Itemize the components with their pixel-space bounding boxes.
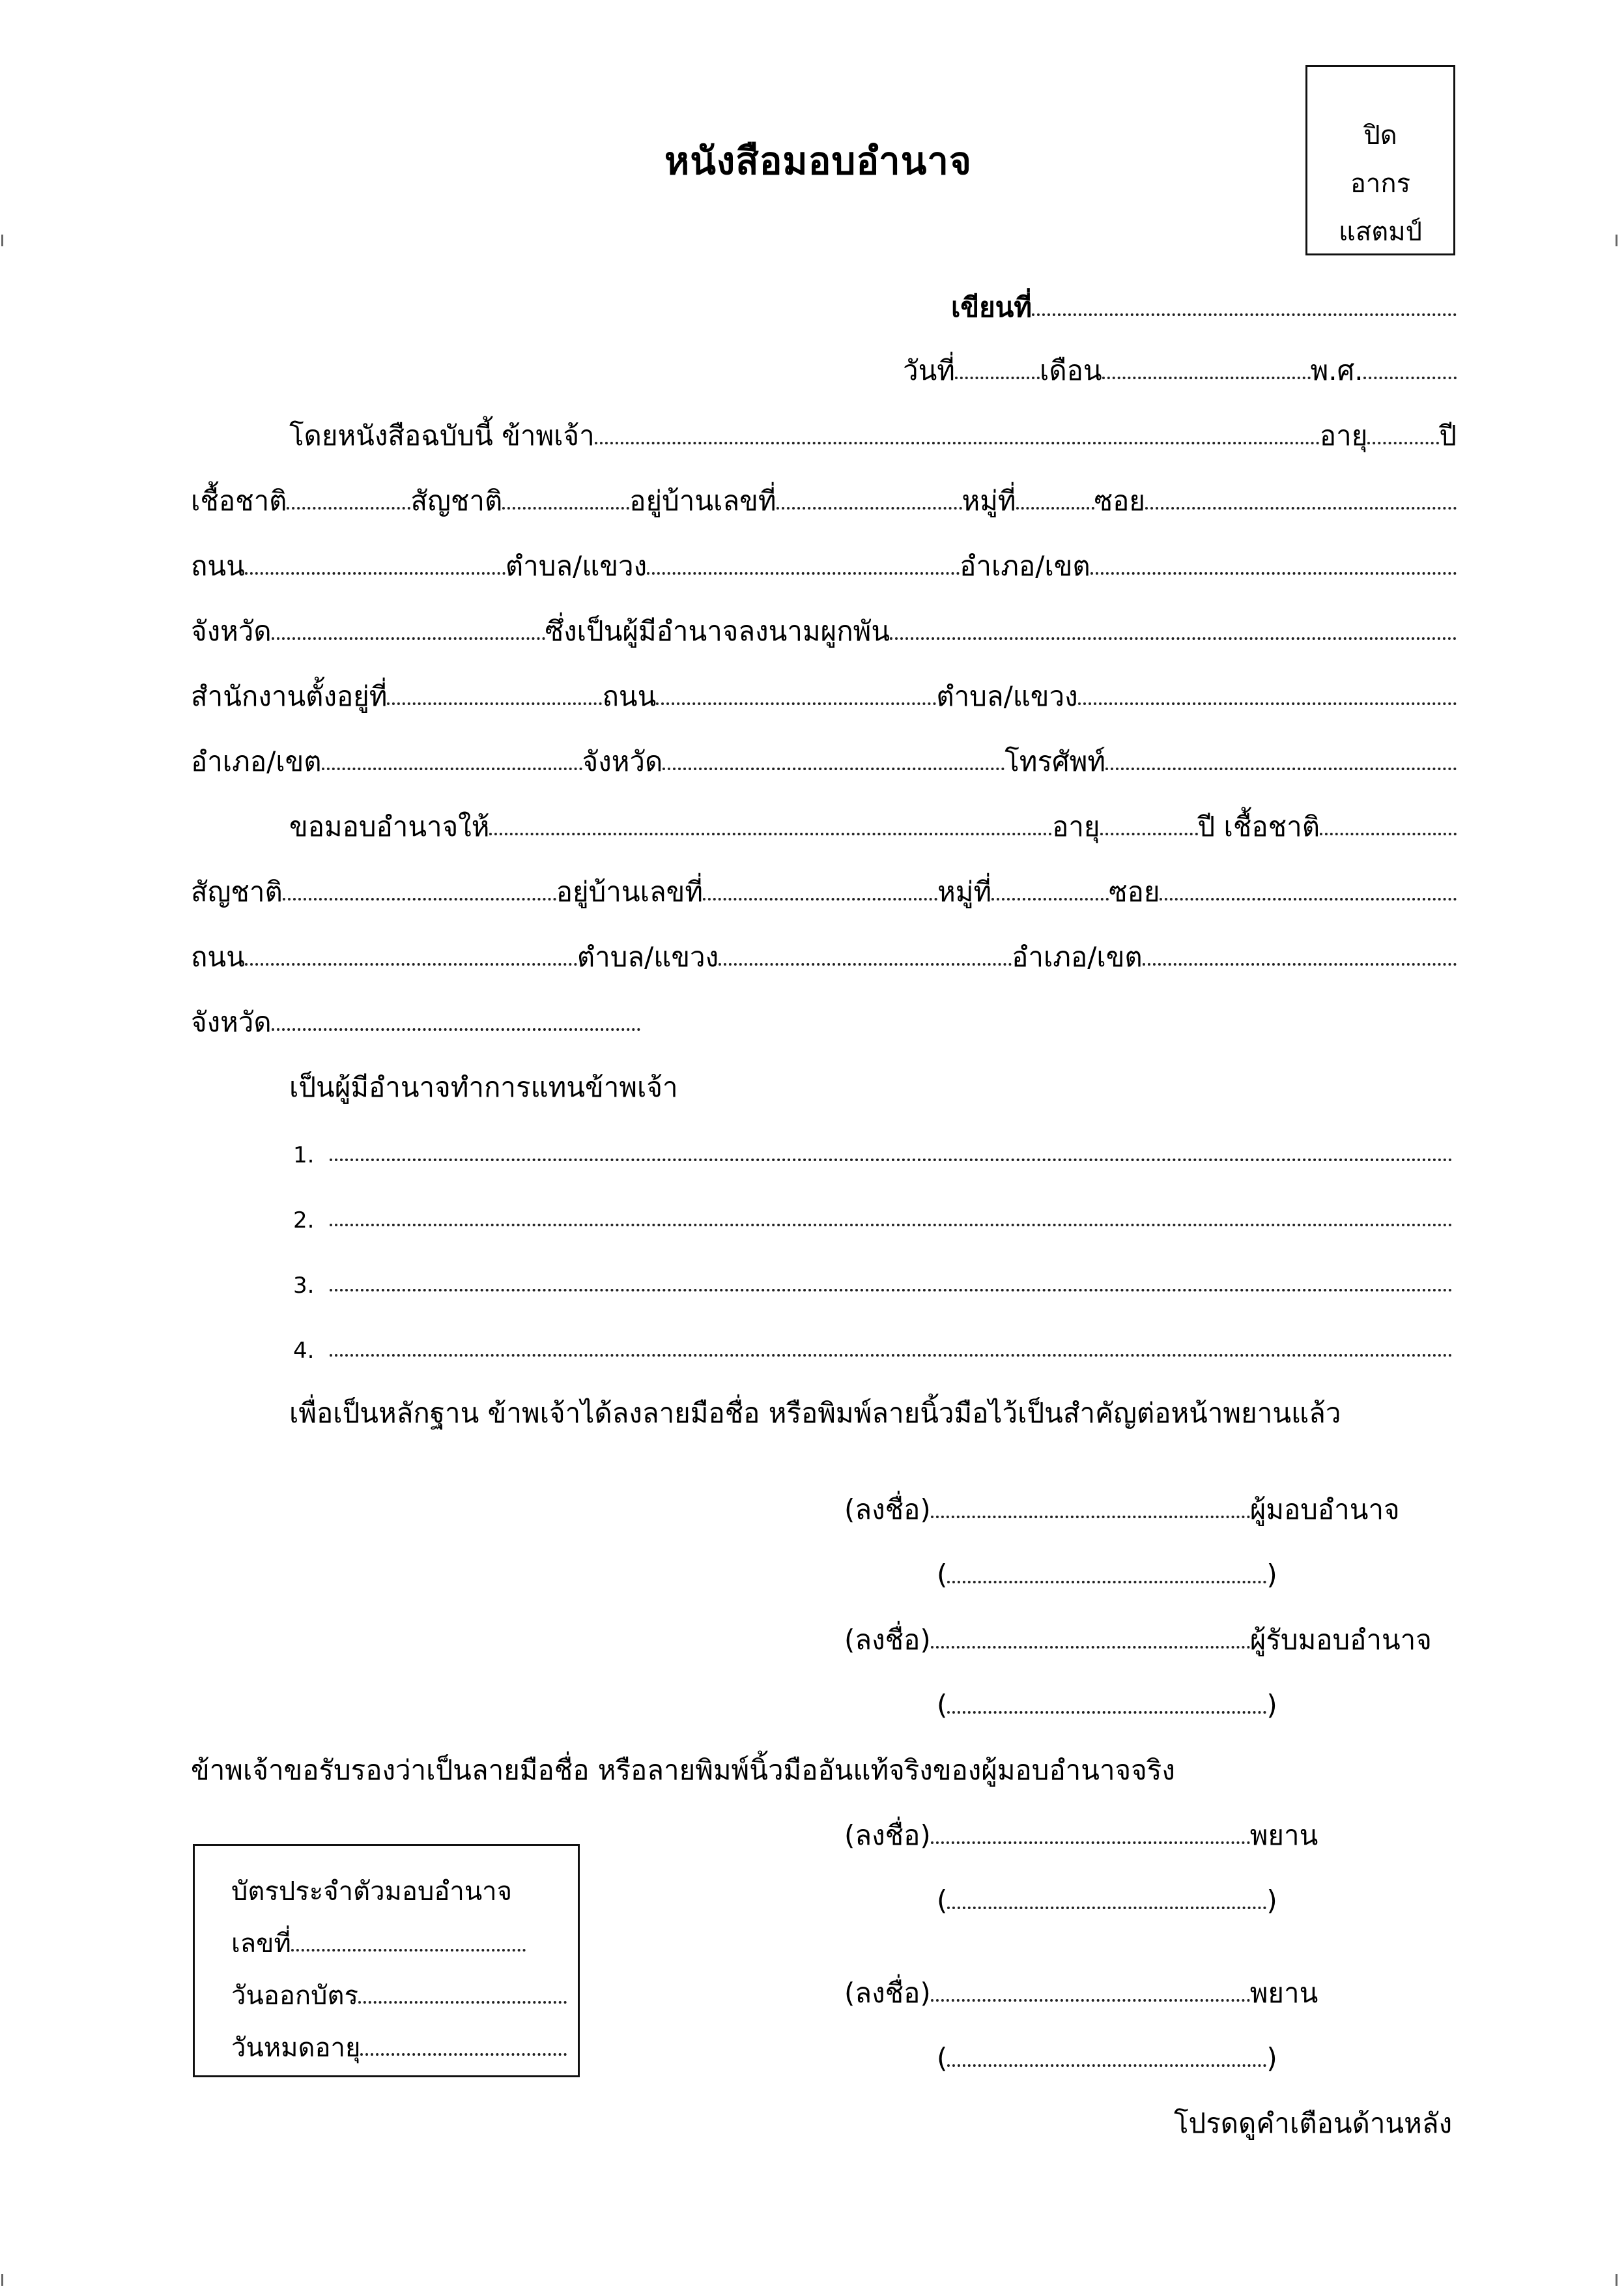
grantee-role-label: ผู้รับมอบอำนาจ bbox=[1249, 1624, 1432, 1656]
certification-statement-row bbox=[191, 1740, 1175, 1785]
office-address-row-2 bbox=[191, 731, 1457, 777]
grantor-age-label: อายุ bbox=[1319, 420, 1368, 452]
grantee-soi-label: ซอย bbox=[1109, 876, 1160, 908]
office-district-label: อำเภอ/เขต bbox=[191, 745, 322, 777]
certification-statement: ข้าพเจ้าขอรับรองว่าเป็นลายมือชื่อ หรือลายพิมพ์นิ้วมืออันแท้จริงของผู้มอบอำนาจจริง bbox=[191, 1754, 1175, 1786]
act-item-field[interactable] bbox=[330, 1224, 1453, 1226]
grantee-subdistrict-field[interactable] bbox=[719, 963, 1012, 966]
date-label: วันที่ bbox=[903, 354, 955, 386]
grantee-signature-row bbox=[844, 1609, 1432, 1655]
grantee-province-label: จังหวัด bbox=[191, 1006, 272, 1038]
act-item-number: 2. bbox=[293, 1207, 315, 1233]
grantor-district-field[interactable] bbox=[1090, 572, 1457, 575]
scan-margin-mark bbox=[1, 235, 3, 246]
footer-note-row bbox=[1174, 2093, 1452, 2139]
office-province-label: จังหวัด bbox=[582, 745, 663, 777]
id-card-box bbox=[193, 1844, 580, 2077]
id-card-title-row bbox=[231, 1860, 512, 1906]
id-card-expiry-row bbox=[231, 2017, 567, 2062]
grantor-role-label: ผู้มอบอำนาจ bbox=[1249, 1493, 1400, 1525]
grantor-years-label: ปี bbox=[1439, 420, 1457, 452]
sign-label: (ลงชื่อ) bbox=[844, 1493, 931, 1525]
acts-heading-row bbox=[289, 1057, 678, 1102]
id-card-expiry-field[interactable] bbox=[360, 2053, 567, 2056]
grantor-signature-field[interactable] bbox=[931, 1516, 1250, 1518]
act-item-1 bbox=[293, 1122, 1453, 1168]
grantor-soi-label: ซอย bbox=[1094, 485, 1145, 517]
act-item-number: 3. bbox=[293, 1273, 315, 1299]
act-item-field[interactable] bbox=[330, 1354, 1453, 1357]
id-card-expiry-label: วันหมดอายุ bbox=[231, 2033, 361, 2063]
stamp-line-2: อากร bbox=[1350, 169, 1411, 199]
grantee-name-field[interactable] bbox=[489, 833, 1052, 835]
office-province-field[interactable] bbox=[662, 768, 1004, 770]
evidence-statement-row bbox=[289, 1383, 1341, 1428]
grantee-nationality-label: สัญชาติ bbox=[191, 876, 283, 908]
sign-label: (ลงชื่อ) bbox=[844, 1819, 931, 1851]
scan-margin-mark bbox=[1616, 235, 1617, 246]
acts-heading: เป็นผู้มีอำนาจทำการแทนข้าพเจ้า bbox=[289, 1071, 678, 1103]
witness-1-signature-field[interactable] bbox=[931, 1841, 1250, 1844]
grantor-road-label: ถนน bbox=[191, 550, 245, 582]
office-address-row-1 bbox=[191, 666, 1457, 712]
date-year-field[interactable] bbox=[1363, 377, 1457, 379]
close-paren: ) bbox=[1266, 1559, 1277, 1591]
grantee-intro-label: ขอมอบอำนาจให้ bbox=[289, 811, 490, 843]
grantor-address-row-1 bbox=[191, 470, 1457, 516]
document-title: หนังสือมอบอำนาจ bbox=[664, 139, 972, 183]
grantor-house-no-label: อยู่บ้านเลขที่ bbox=[629, 485, 776, 517]
scan-margin-mark bbox=[1, 2274, 3, 2286]
grantor-moo-field[interactable] bbox=[1016, 507, 1094, 510]
id-card-number-row bbox=[231, 1912, 531, 1958]
grantee-province-field[interactable] bbox=[272, 1028, 640, 1031]
act-item-number: 1. bbox=[293, 1142, 315, 1168]
grantee-signature-field[interactable] bbox=[931, 1646, 1250, 1649]
sign-label: (ลงชื่อ) bbox=[844, 1624, 931, 1656]
grantor-race-field[interactable] bbox=[287, 507, 410, 510]
grantor-moo-label: หมู่ที่ bbox=[962, 485, 1016, 517]
id-card-number-field[interactable] bbox=[291, 1949, 526, 1952]
stamp-line-1: ปิด bbox=[1363, 121, 1397, 151]
office-district-field[interactable] bbox=[322, 768, 582, 770]
grantee-age-label: อายุ bbox=[1052, 811, 1100, 843]
grantee-printed-name-row bbox=[937, 1675, 1277, 1720]
close-paren: ) bbox=[1266, 1884, 1277, 1916]
grantor-nationality-label: สัญชาติ bbox=[410, 485, 503, 517]
office-road-field[interactable] bbox=[656, 702, 936, 705]
written-at-field[interactable] bbox=[1032, 313, 1457, 316]
grantee-nationality-field[interactable] bbox=[283, 898, 556, 901]
grantor-age-field[interactable] bbox=[1367, 442, 1439, 444]
sign-label: (ลงชื่อ) bbox=[844, 1977, 931, 2009]
grantor-name-row bbox=[289, 405, 1457, 451]
act-item-3 bbox=[293, 1252, 1453, 1298]
act-item-number: 4. bbox=[293, 1338, 315, 1364]
stamp-line-3: แสตมป์ bbox=[1339, 217, 1422, 247]
id-card-number-label: เลขที่ bbox=[231, 1929, 291, 1959]
grantee-address-row-3 bbox=[191, 992, 640, 1037]
witness-role-label: พยาน bbox=[1249, 1977, 1318, 2009]
act-item-4 bbox=[293, 1318, 1453, 1363]
witness-role-label: พยาน bbox=[1249, 1819, 1318, 1851]
open-paren: ( bbox=[937, 1689, 948, 1721]
stamp-duty-box bbox=[1305, 65, 1455, 255]
grantee-house-no-field[interactable] bbox=[703, 898, 937, 901]
witness-2-printed-name-field[interactable] bbox=[947, 2064, 1266, 2067]
open-paren: ( bbox=[937, 2042, 948, 2074]
grantee-house-no-label: อยู่บ้านเลขที่ bbox=[556, 876, 704, 908]
grantor-intro-label: โดยหนังสือฉบับนี้ ข้าพเจ้า bbox=[289, 420, 595, 452]
grantee-name-row bbox=[289, 796, 1457, 842]
grantee-years-race-label: ปี เชื้อชาติ bbox=[1197, 811, 1320, 843]
grantor-province-field[interactable] bbox=[272, 637, 545, 640]
written-at-label: เขียนที่ bbox=[951, 291, 1033, 323]
office-subdistrict-label: ตำบล/แขวง bbox=[936, 680, 1078, 712]
grantee-district-label: อำเภอ/เขต bbox=[1012, 941, 1143, 973]
open-paren: ( bbox=[937, 1559, 948, 1591]
grantor-house-no-field[interactable] bbox=[776, 507, 962, 510]
witness-2-signature-row bbox=[844, 1963, 1318, 2008]
grantor-province-label: จังหวัด bbox=[191, 615, 272, 647]
grantor-printed-name-row bbox=[937, 1544, 1277, 1590]
grantor-address-row-3 bbox=[191, 601, 1457, 646]
id-card-title: บัตรประจำตัวมอบอำนาจ bbox=[231, 1877, 513, 1907]
written-at-row bbox=[951, 277, 1457, 323]
grantee-age-field[interactable] bbox=[1100, 833, 1198, 835]
grantee-road-label: ถนน bbox=[191, 941, 245, 973]
grantor-race-label: เชื้อชาติ bbox=[191, 485, 287, 517]
grantee-address-row-1 bbox=[191, 861, 1457, 907]
grantee-printed-name-field[interactable] bbox=[947, 1711, 1266, 1714]
act-item-field[interactable] bbox=[330, 1159, 1453, 1161]
grantor-address-row-2 bbox=[191, 536, 1457, 581]
office-subdistrict-field[interactable] bbox=[1078, 702, 1457, 705]
grantor-subdistrict-field[interactable] bbox=[647, 572, 960, 575]
grantee-soi-field[interactable] bbox=[1160, 898, 1457, 901]
scan-margin-mark bbox=[1616, 2274, 1617, 2286]
grantor-signature-row bbox=[844, 1479, 1400, 1525]
grantor-road-field[interactable] bbox=[245, 572, 506, 575]
grantor-name-field[interactable] bbox=[595, 442, 1320, 444]
witness-2-printed-name-row bbox=[937, 2028, 1277, 2073]
date-day-field[interactable] bbox=[955, 377, 1040, 379]
grantee-race-field[interactable] bbox=[1320, 833, 1457, 835]
office-phone-field[interactable] bbox=[1105, 768, 1457, 770]
office-road-label: ถนน bbox=[602, 680, 657, 712]
id-card-issue-row bbox=[231, 1965, 567, 2010]
witness-1-signature-row bbox=[844, 1805, 1318, 1851]
evidence-statement: เพื่อเป็นหลักฐาน ข้าพเจ้าได้ลงลายมือชื่อ หรือพิมพ์ลายนิ้วมือไว้เป็นสำคัญต่อหน้าพยานแล้ว bbox=[289, 1397, 1341, 1429]
close-paren: ) bbox=[1266, 2042, 1277, 2074]
footer-note: โปรดดูคำเตือนด้านหลัง bbox=[1174, 2107, 1453, 2139]
witness-1-printed-name-row bbox=[937, 1870, 1277, 1916]
authorized-signatory-field[interactable] bbox=[890, 637, 1457, 640]
grantor-printed-name-field[interactable] bbox=[947, 1581, 1266, 1583]
id-card-issue-field[interactable] bbox=[358, 2001, 567, 2004]
open-paren: ( bbox=[937, 1884, 948, 1916]
grantor-nationality-field[interactable] bbox=[502, 507, 629, 510]
grantee-moo-field[interactable] bbox=[991, 898, 1109, 901]
grantee-road-field[interactable] bbox=[245, 963, 577, 966]
grantee-subdistrict-label: ตำบล/แขวง bbox=[577, 941, 719, 973]
office-label: สำนักงานตั้งอยู่ที่ bbox=[191, 680, 388, 712]
office-field[interactable] bbox=[387, 702, 602, 705]
date-month-field[interactable] bbox=[1102, 377, 1311, 379]
act-item-field[interactable] bbox=[330, 1289, 1453, 1291]
date-row bbox=[903, 340, 1457, 386]
grantee-address-row-2 bbox=[191, 927, 1457, 972]
office-phone-label: โทรศัพท์ bbox=[1004, 745, 1106, 777]
year-label: พ.ศ. bbox=[1310, 354, 1363, 386]
grantor-subdistrict-label: ตำบล/แขวง bbox=[505, 550, 648, 582]
close-paren: ) bbox=[1266, 1689, 1277, 1721]
grantee-district-field[interactable] bbox=[1143, 963, 1457, 966]
month-label: เดือน bbox=[1039, 354, 1102, 386]
authorized-signatory-label: ซึ่งเป็นผู้มีอำนาจลงนามผูกพัน bbox=[545, 615, 890, 647]
grantor-soi-field[interactable] bbox=[1145, 507, 1457, 510]
grantee-moo-label: หมู่ที่ bbox=[937, 876, 992, 908]
witness-2-signature-field[interactable] bbox=[931, 1999, 1250, 2002]
witness-1-printed-name-field[interactable] bbox=[947, 1907, 1266, 1909]
grantor-district-label: อำเภอ/เขต bbox=[960, 550, 1090, 582]
id-card-issue-label: วันออกบัตร bbox=[231, 1981, 358, 2011]
act-item-2 bbox=[293, 1187, 1453, 1233]
